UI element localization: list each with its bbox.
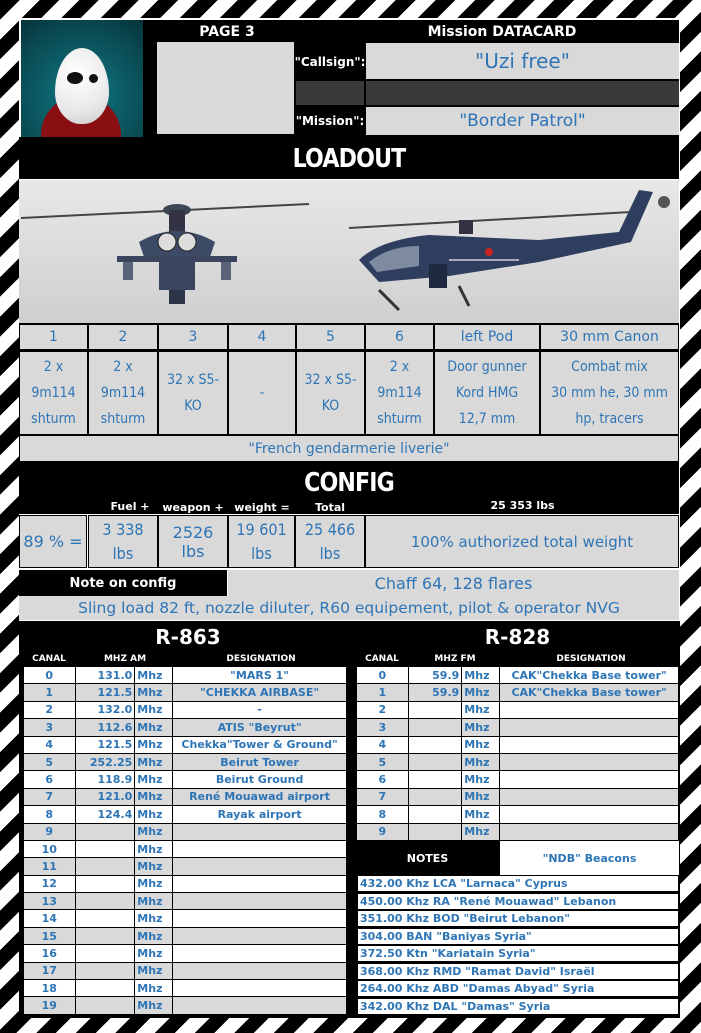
frequency-value: 59.9 [408, 667, 462, 684]
frequency-unit: Mhz [135, 684, 173, 701]
frequency-value: 131.0 [75, 667, 135, 684]
total-weight-unit: lbs [319, 543, 341, 563]
frequency-unit: Mhz [462, 753, 500, 770]
table-row [357, 788, 679, 805]
station-weapon-7 [434, 351, 540, 435]
channel-designation: Beirut Ground [173, 771, 347, 788]
channel-designation [173, 927, 347, 944]
frequency-value [75, 997, 135, 1014]
frequency-unit: Mhz [135, 945, 173, 962]
channel-designation [500, 736, 679, 753]
table-row [24, 823, 347, 840]
frequency-unit: Mhz [135, 962, 173, 979]
frequency-value [75, 875, 135, 892]
channel-number: 11 [24, 858, 76, 875]
channel-designation [173, 980, 347, 997]
table-row [357, 701, 679, 718]
channel-number: 9 [24, 823, 76, 840]
channel-number: 8 [24, 806, 76, 823]
frequency-value [408, 806, 462, 823]
station-weapon-8 [540, 351, 679, 435]
spacer-row-wide [366, 81, 679, 105]
weapon-line: 9m114 [100, 385, 146, 401]
frequency-value: 59.9 [408, 684, 462, 701]
r863-col-canal: CANAL [32, 654, 66, 664]
channel-number: 4 [24, 736, 76, 753]
avatar-eyepatch [67, 72, 83, 84]
ndb-beacon-row: 450.00 Khz RA "René Mouawad" Lebanon [357, 893, 679, 910]
frequency-unit: Mhz [462, 736, 500, 753]
channel-designation [500, 788, 679, 805]
frequency-value [75, 840, 135, 857]
weapon-line: Combat mix [571, 359, 648, 375]
frequency-unit: Mhz [135, 997, 173, 1014]
weapon-line: shturm [31, 411, 76, 427]
station-weapon-3 [158, 351, 228, 435]
livery-text: "French gendarmerie liverie" [19, 435, 679, 462]
channel-designation [173, 910, 347, 927]
channel-number: 18 [24, 980, 76, 997]
frequency-unit: Mhz [135, 910, 173, 927]
weapon-line: hp, tracers [575, 411, 644, 427]
empty-weight [228, 515, 295, 568]
channel-designation: CAK"Chekka Base tower" [500, 684, 679, 701]
frequency-unit: Mhz [462, 806, 500, 823]
channel-designation: Rayak airport [173, 806, 347, 823]
channel-designation [500, 771, 679, 788]
table-row [24, 927, 347, 944]
frequency-value: 124.4 [75, 806, 135, 823]
channel-number: 0 [24, 667, 76, 684]
channel-number: 16 [24, 945, 76, 962]
table-row [24, 893, 347, 910]
channel-designation: "MARS 1" [173, 667, 347, 684]
weapon-line: KO [321, 398, 340, 414]
helicopter-image [19, 180, 679, 323]
ndb-beacon-row: 372.50 Ktn "Kariatain Syria" [357, 945, 679, 962]
station-header-4: 4 [228, 324, 296, 350]
frequency-unit: Mhz [135, 736, 173, 753]
channel-number: 0 [357, 667, 409, 684]
frequency-unit: Mhz [135, 893, 173, 910]
table-row [357, 806, 679, 823]
weapon-line: shturm [100, 411, 146, 427]
table-row [24, 840, 347, 857]
frequency-unit: Mhz [135, 980, 173, 997]
table-row [357, 667, 679, 684]
table-row [24, 684, 347, 701]
frequency-value [75, 823, 135, 840]
ndb-beacon-row: 264.00 Khz ABD "Damas Abyad" Syria [357, 980, 679, 997]
avatar-egg-head [55, 48, 109, 124]
r828-table [356, 666, 679, 841]
note-label: Note on config [69, 575, 177, 591]
channel-designation: "CHEKKA AIRBASE" [173, 684, 347, 701]
station-header-8: 30 mm Canon [540, 324, 679, 350]
loadout-title: LOADOUT [292, 144, 406, 174]
ndb-beacon-row: 304.00 BAN "Baniyas Syria" [357, 928, 679, 945]
note-label-cell [19, 570, 227, 596]
frequency-unit: Mhz [135, 858, 173, 875]
channel-designation [173, 875, 347, 892]
frequency-value [408, 823, 462, 840]
channel-designation: - [173, 701, 347, 718]
ndb-beacon-row: 342.00 Khz DAL "Damas" Syria [357, 998, 679, 1015]
table-row [357, 823, 679, 840]
channel-number: 1 [24, 684, 76, 701]
ndb-beacon-row: 368.00 Khz RMD "Ramat David" Israël [357, 963, 679, 980]
table-row [24, 806, 347, 823]
table-row [24, 788, 347, 805]
table-row [24, 858, 347, 875]
weapon-line: - [259, 385, 265, 401]
table-row [24, 736, 347, 753]
frequency-value [408, 736, 462, 753]
weapon-line: Kord HMG [455, 385, 519, 401]
fuel-weight-value: 3 338 [102, 519, 144, 539]
frequency-unit: Mhz [135, 840, 173, 857]
channel-number: 3 [24, 719, 76, 736]
frequency-unit: Mhz [462, 667, 500, 684]
station-header-6: 6 [365, 324, 434, 350]
table-row [357, 736, 679, 753]
channel-number: 2 [357, 701, 409, 718]
channel-number: 6 [24, 771, 76, 788]
table-row [24, 719, 347, 736]
max-weight: 25 353 lbs [490, 498, 555, 512]
frequency-unit: Mhz [462, 788, 500, 805]
r863-table [23, 666, 347, 1015]
station-header-2: 2 [88, 324, 158, 350]
channel-number: 17 [24, 962, 76, 979]
frequency-value [408, 788, 462, 805]
table-row [24, 771, 347, 788]
fuel-weight-unit: lbs [112, 543, 134, 563]
mission-value: "Border Patrol" [366, 107, 679, 135]
table-row [24, 701, 347, 718]
page-number: PAGE 3 [199, 24, 255, 40]
channel-number: 10 [24, 840, 76, 857]
channel-designation [173, 945, 347, 962]
frequency-unit: Mhz [135, 823, 173, 840]
station-header-5: 5 [296, 324, 365, 350]
frequency-value [408, 771, 462, 788]
station-weapon-6 [365, 351, 434, 435]
channel-number: 6 [357, 771, 409, 788]
frequency-unit: Mhz [135, 806, 173, 823]
mission-label: "Mission": [295, 114, 365, 128]
ndb-beacon-row: 351.00 Khz BOD "Beirut Lebanon" [357, 910, 679, 927]
note-line-1: Chaff 64, 128 flares [228, 570, 679, 596]
channel-number: 2 [24, 701, 76, 718]
channel-designation: ATIS "Beyrut" [173, 719, 347, 736]
table-row [24, 667, 347, 684]
station-weapon-5 [296, 351, 365, 435]
frequency-unit: Mhz [135, 753, 173, 770]
empty-weight-value: 19 601 [236, 519, 287, 539]
channel-number: 5 [357, 753, 409, 770]
weapon-label: weapon + [162, 500, 224, 514]
table-row [24, 875, 347, 892]
table-row [24, 753, 347, 770]
fuel-weight [88, 515, 158, 568]
weapon-line: 12,7 mm [458, 411, 516, 427]
station-header-7: left Pod [434, 324, 540, 350]
channel-number: 9 [357, 823, 409, 840]
r828-col-canal: CANAL [365, 654, 399, 664]
channel-designation: René Mouawad airport [173, 788, 347, 805]
authorized-weight: 100% authorized total weight [365, 515, 679, 568]
channel-designation [173, 858, 347, 875]
callsign-label: "Callsign": [294, 55, 366, 69]
station-header-3: 3 [158, 324, 228, 350]
station-weapon-2 [88, 351, 158, 435]
channel-designation [173, 823, 347, 840]
weapon-line: 2 x [389, 359, 410, 375]
frequency-value [75, 945, 135, 962]
frequency-value [75, 980, 135, 997]
table-row [24, 945, 347, 962]
frequency-value: 112.6 [75, 719, 135, 736]
fuel-label: Fuel + [110, 499, 150, 513]
r863-title: R-863 [155, 625, 221, 649]
channel-designation [500, 823, 679, 840]
helicopter-illustration [19, 180, 679, 323]
channel-number: 8 [357, 806, 409, 823]
total-weight-value: 25 466 [304, 519, 356, 539]
channel-number: 13 [24, 893, 76, 910]
frequency-value [75, 858, 135, 875]
total-weight [295, 515, 365, 568]
channel-designation [500, 701, 679, 718]
channel-designation [173, 893, 347, 910]
table-row [357, 771, 679, 788]
channel-designation [173, 962, 347, 979]
frequency-unit: Mhz [135, 927, 173, 944]
channel-designation: CAK"Chekka Base tower" [500, 667, 679, 684]
weapon-line: 9m114 [31, 385, 76, 401]
station-weapon-4 [228, 351, 296, 435]
frequency-unit: Mhz [462, 823, 500, 840]
weapon-line: 32 x S5- [166, 372, 220, 388]
frequency-value [75, 962, 135, 979]
channel-designation: Beirut Tower [173, 753, 347, 770]
channel-number: 7 [24, 788, 76, 805]
weight-label: weight = [234, 500, 290, 514]
weapon-line: 32 x S5- [304, 372, 357, 388]
frequency-value [408, 701, 462, 718]
frequency-value [75, 893, 135, 910]
ndb-beacon-row: 432.00 Khz LCA "Larnaca" Cyprus [357, 875, 679, 892]
weapon-weight: 2526 lbs [158, 515, 228, 568]
frequency-unit: Mhz [462, 701, 500, 718]
frequency-unit: Mhz [462, 771, 500, 788]
table-row [24, 997, 347, 1014]
page-title: Mission DATACARD [427, 24, 577, 40]
table-row [24, 910, 347, 927]
r828-col-mhz: MHZ FM [434, 654, 476, 664]
frequency-value: 121.5 [75, 736, 135, 753]
photo-placeholder [157, 42, 294, 134]
table-row [357, 684, 679, 701]
channel-number: 5 [24, 753, 76, 770]
ndb-beacons-label: "NDB" Beacons [500, 841, 679, 875]
frequency-value: 121.0 [75, 788, 135, 805]
weapon-line: KO [184, 398, 202, 414]
callsign-value: "Uzi free" [366, 43, 679, 79]
weapon-line: 2 x [43, 359, 64, 375]
frequency-value: 252.25 [75, 753, 135, 770]
channel-designation [500, 753, 679, 770]
r828-col-desig: DESIGNATION [556, 654, 626, 664]
table-row [357, 719, 679, 736]
frequency-value: 132.0 [75, 701, 135, 718]
r863-col-desig: DESIGNATION [226, 654, 296, 664]
channel-designation [500, 806, 679, 823]
weapon-line: shturm [377, 411, 422, 427]
channel-designation [173, 997, 347, 1014]
total-label: Total [314, 500, 346, 514]
channel-number: 1 [357, 684, 409, 701]
frequency-value: 121.5 [75, 684, 135, 701]
frequency-unit: Mhz [135, 771, 173, 788]
weapon-line: 30 mm he, 30 mm [551, 385, 668, 401]
frequency-value [408, 719, 462, 736]
station-header-1: 1 [19, 324, 88, 350]
frequency-unit: Mhz [135, 667, 173, 684]
channel-number: 19 [24, 997, 76, 1014]
weapon-line: 2 x [113, 359, 133, 375]
r828-title: R-828 [484, 625, 551, 649]
frequency-unit: Mhz [135, 701, 173, 718]
channel-number: 7 [357, 788, 409, 805]
channel-number: 15 [24, 927, 76, 944]
frequency-unit: Mhz [135, 788, 173, 805]
weapon-line: 9m114 [377, 385, 422, 401]
table-row [24, 980, 347, 997]
channel-number: 12 [24, 875, 76, 892]
frequency-value: 118.9 [75, 771, 135, 788]
channel-number: 4 [357, 736, 409, 753]
frequency-unit: Mhz [462, 684, 500, 701]
fuel-percent: 89 % = [19, 515, 87, 568]
channel-designation [500, 719, 679, 736]
frequency-unit: Mhz [462, 719, 500, 736]
channel-designation: Chekka"Tower & Ground" [173, 736, 347, 753]
table-row [357, 753, 679, 770]
frequency-value [408, 753, 462, 770]
channel-designation [173, 840, 347, 857]
frequency-unit: Mhz [135, 719, 173, 736]
channel-number: 14 [24, 910, 76, 927]
frequency-value [75, 910, 135, 927]
r863-col-mhz: MHZ AM [103, 654, 147, 664]
station-weapon-1 [19, 351, 88, 435]
notes-label: NOTES [406, 851, 449, 865]
config-title: CONFIG [304, 468, 394, 498]
channel-number: 3 [357, 719, 409, 736]
frequency-value [75, 927, 135, 944]
spacer-row [296, 81, 364, 105]
empty-weight-unit: lbs [251, 543, 272, 563]
note-line-2: Sling load 82 ft, nozzle diluter, R60 equipement, pilot & operator NVG [19, 596, 679, 620]
frequency-unit: Mhz [135, 875, 173, 892]
weapon-line: Door gunner [447, 359, 527, 375]
avatar-eye [89, 74, 98, 83]
table-row [24, 962, 347, 979]
